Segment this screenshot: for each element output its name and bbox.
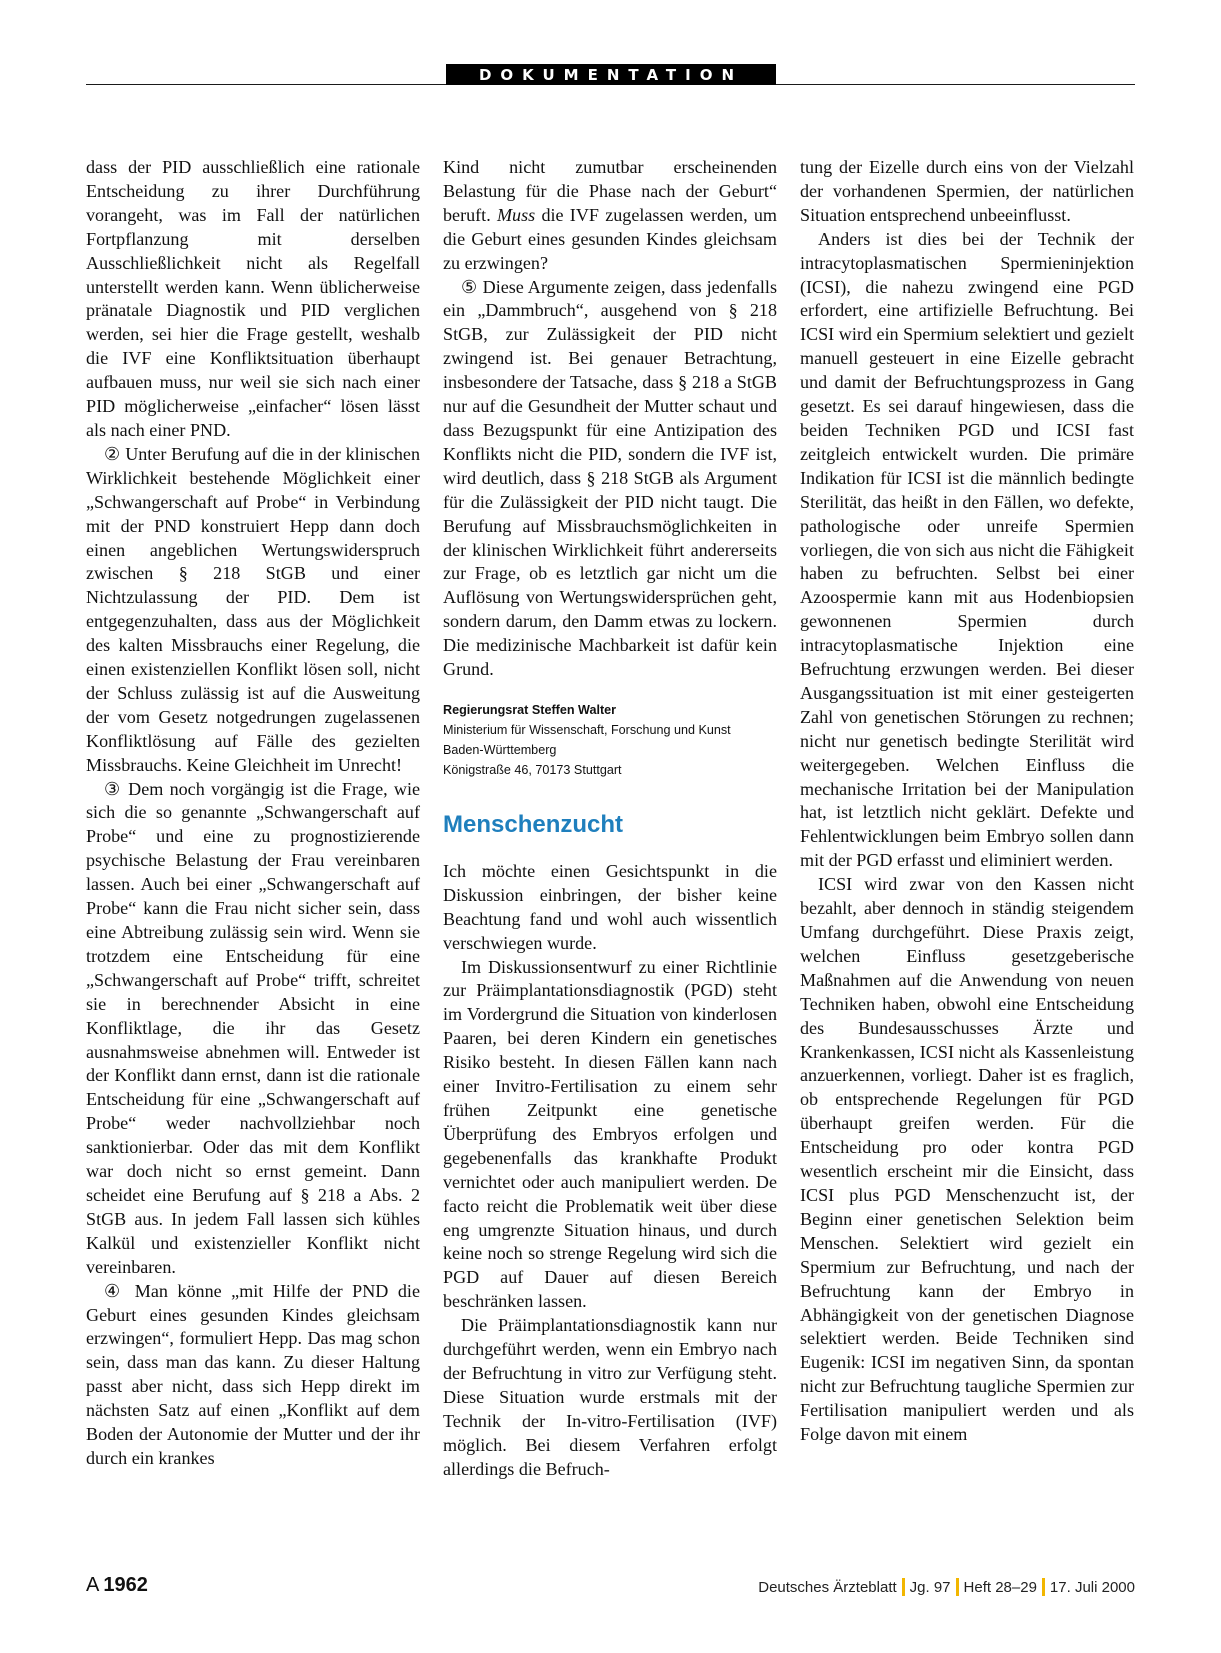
author-affiliation: Ministerium für Wissenschaft, Forschung und Kunst — [443, 722, 731, 737]
paragraph: dass der PID ausschließlich eine rationale Entscheidung zu ihrer Durchführung vorangeht, was im Fall der natürlichen Fortpflanzung mit derselben Ausschließlichkeit nicht als Regelfall unterstellt werden kann. Wenn üblicherweise pränatale Diagnostik und PID verglichen werden, sei hier die Frage gestellt, weshalb die IVF eine Konfliktsituation überhaupt aufbauen muss, nur weil sie sich nach einer PID möglicherweise „einfacher“ lösen lässt als nach einer PND. — [86, 157, 420, 440]
page-number — [86, 1574, 148, 1597]
author-region: Baden-Württemberg — [443, 742, 557, 757]
journal-info — [758, 1578, 1135, 1596]
paragraph: ③ Dem noch vorgängig ist die Frage, wie sich die so genannte „Schwangerschaft auf Probe“ und eine zu prognostizierende psychische Belastung der Frau vereinbaren lassen. Auch bei einer „Schwangerschaft auf Probe“ kann die Frau nicht sicher sein, dass eine Abtreibung zulässig sein wird. Wenn sie trotzdem eine Entscheidung für eine „Schwangerschaft auf Probe“ trifft, schreitet sie in berechnender Absicht in eine Konfliktlage, die ihr das Gesetz ausnahmsweise abnehmen will. Entweder ist der Konflikt dann ernst, dann ist die rationale Entscheidung für eine „Schwangerschaft auf Probe“ weder nachvollziehbar noch sanktionierbar. Oder das mit dem Konflikt war doch nicht so ernst gemeint. Dann scheidet eine Berufung auf § 218 a Abs. 2 StGB aus. In jedem Fall lassen sich kühles Kalkül und existenzieller Konflikt nicht vereinbaren. — [86, 778, 420, 1277]
journal-name: Deutsches Ärzteblatt — [758, 1578, 897, 1596]
paragraph: Anders ist dies bei der Technik der intracytoplasmatischen Spermieninjektion (ICSI), die nahezu zwingend eine PGD erfordert, eine artifizielle Befruchtung. Bei ICSI wird ein Spermium selektiert und gezielt manuell gesteuert in eine Eizelle gebracht und damit der Befruchtungsprozess in Gang gesetzt. Es sei darauf hingewiesen, dass die beiden Techniken PGD und ICSI fast zeitgleich entwickelt wurden. Die primäre Indikation für ICSI ist die männlich bedingte Sterilität, das heißt in den Fällen, wo defekte, pathologische oder unreife Spermien vorliegen, die von sich aus nicht die Fähigkeit haben zu befruchten. Selbst bei einer Azoospermie kann mit aus Hodenbiopsien gewonnenen Spermien durch intracytoplasmatische Injektion eine Befruchtung erzwungen werden. Bei dieser Ausgangssituation ist mit einer gesteigerten Zahl von genetischen Störungen zu rechnen; nicht nur genetisch bedingte Sterilität wird weitergegeben. Welchen Einfluss die mechanische Irritation bei der Manipulation hat, ist letztlich nicht geklärt. Defekte und Fehlentwicklungen beim Embryo sollen dann mit der PGD erfasst und eliminiert werden. — [800, 228, 1134, 871]
section-label: DOKUMENTATION — [446, 64, 776, 85]
text-run: die IVF zugelassen werden, um die Geburt eines gesunden Kindes gleichsam zu erzwingen? — [443, 204, 777, 273]
text-run: Kind nicht zumutbar erscheinenden Belastung für die Phase nach der Geburt“ beruft. — [443, 157, 777, 225]
paragraph: Ich möchte einen Gesichtspunkt in die Diskussion einbringen, der bisher keine Beachtung fand und wohl auch wissentlich verschwiegen wurde. — [443, 860, 777, 953]
page-number-value: 1962 — [103, 1574, 148, 1596]
emphasis: Muss — [496, 204, 536, 225]
paragraph — [443, 156, 777, 276]
author-name: Regierungsrat Steffen Walter — [443, 702, 617, 717]
separator — [1042, 1578, 1045, 1596]
paragraph: ICSI wird zwar von den Kassen nicht bezahlt, aber dennoch in ständig steigendem Umfang durchgeführt. Diese Praxis zeigt, welchen Einfluss gesetzgeberische Maßnahmen auf die Anwendung von neuen Techniken haben, obwohl eine Entscheidung des Bundesausschusses Ärzte und Krankenkassen, ICSI nicht als Kassenleistung anzuerkennen, vorliegt. Daher ist es fraglich, ob entsprechende Regelungen für PGD überhaupt greifen werden. Für die Entscheidung pro oder kontra PGD wesentlich erscheint mir die Einsicht, dass ICSI plus PGD Menschenzucht ist, der Beginn einer genetischen Selektion beim Menschen. Selektiert wird gezielt ein Spermium zur Befruchtung, und nach der Befruchtung kann der Embryo in Abhängigkeit von der genetischen Diagnose selektiert werden. Beide Techniken sind Eugenik: ICSI im negativen Sinn, da spontan nicht zur Befruchtung taugliche Spermien zur Fertilisation manipuliert werden und als Folge davon mit einem — [800, 874, 1134, 1445]
page-prefix: A — [86, 1574, 100, 1596]
paragraph: ⑤ Diese Argumente zeigen, dass jedenfalls ein „Dammbruch“, ausgehend von § 218 StGB, zur Zulässigkeit der PID nicht zwingend ist. Bei genauer Betrachtung, insbesondere der Tatsache, dass § 218 a StGB nur auf die Gesundheit der Mutter schaut und dass Bezugspunkt für eine Antizipation des Konflikts nicht die PID, sondern die IVF ist, wird deutlich, dass § 218 StGB als Argument für die Zulässigkeit der PID nicht taugt. Die Berufung auf Missbrauchsmöglichkeiten in der klinischen Wirklichkeit führt andererseits zur Frage, ob es letztlich gar nicht um die Auflösung von Wertungswidersprüchen geht, sondern darum, den Damm etwas zu lockern. Die medizinische Machbarkeit ist dafür kein Grund. — [443, 276, 777, 680]
separator — [956, 1578, 959, 1596]
section-title: Menschenzucht — [443, 810, 624, 838]
paragraph: tung der Eizelle durch eins von der Vielzahl der vorhandenen Spermien, der natürlichen Situation entsprechend unbeeinflusst. — [800, 157, 1134, 225]
journal-date: 17. Juli 2000 — [1049, 1578, 1135, 1596]
column-3 — [800, 156, 1134, 1447]
column-2 — [443, 156, 777, 1482]
paragraph: Im Diskussionsentwurf zu einer Richtlinie zur Präimplantationsdiagnostik (PGD) steht im Vordergrund die Situation von kinderlosen Paaren, bei deren Kindern ein genetisches Risiko besteht. In diesen Fällen kann nach einer Invitro-Fertilisation zu einem sehr frühen Zeitpunkt eine genetische Überprüfung des Embryos erfolgen und gegebenenfalls das krankhafte Produkt vernichtet oder auch manipuliert werden. De facto reicht die Problematik weit über diese eng umgrenzte Situation hinaus, und durch keine noch so strenge Regelung wird sich die PGD auf Dauer auf diesen Bereich beschränken lassen. — [443, 956, 777, 1312]
author-block — [443, 700, 777, 780]
journal-issue: Heft 28–29 — [963, 1578, 1037, 1596]
column-1 — [86, 156, 420, 1471]
separator — [902, 1578, 905, 1596]
paragraph: ④ Man könne „mit Hilfe der PND die Geburt eines gesunden Kindes gleichsam erzwingen“, formuliert Hepp. Das mag schon sein, dass man das kann. Zu dieser Haltung passt aber nicht, dass sich Hepp direkt im nächsten Satz auf einen „Konflikt auf dem Boden der Autonomie der Mutter und der ihr durch ein krankes — [86, 1280, 420, 1468]
paragraph: Die Präimplantationsdiagnostik kann nur durchgeführt werden, wenn ein Embryo nach der Befruchtung in vitro zur Verfügung steht. Diese Situation wurde erstmals mit der Technik der In-vitro-Fertilisation (IVF) möglich. Bei diesem Verfahren erfolgt allerdings die Befruch- — [443, 1315, 777, 1479]
journal-volume: Jg. 97 — [909, 1578, 951, 1596]
paragraph: ② Unter Berufung auf die in der klinischen Wirklichkeit bestehende Möglichkeit einer „Schwangerschaft auf Probe“ in Verbindung mit der PND konstruiert Hepp dann doch einen angeblichen Wertungswiderspruch zwischen § 218 StGB und einer Nichtzulassung der PID. Dem ist entgegenzuhalten, dass aus der Möglichkeit des kalten Missbrauchs einer Regelung, die einen existenziellen Konflikt lösen soll, nicht der Schluss zulässig ist auf die Ausweitung der vom Gesetz notgedrungen zugelassenen Konfliktlösung auf Fälle des gezielten Missbrauchs. Keine Gleichheit im Unrecht! — [86, 443, 420, 775]
author-address: Königstraße 46, 70173 Stuttgart — [443, 762, 622, 777]
